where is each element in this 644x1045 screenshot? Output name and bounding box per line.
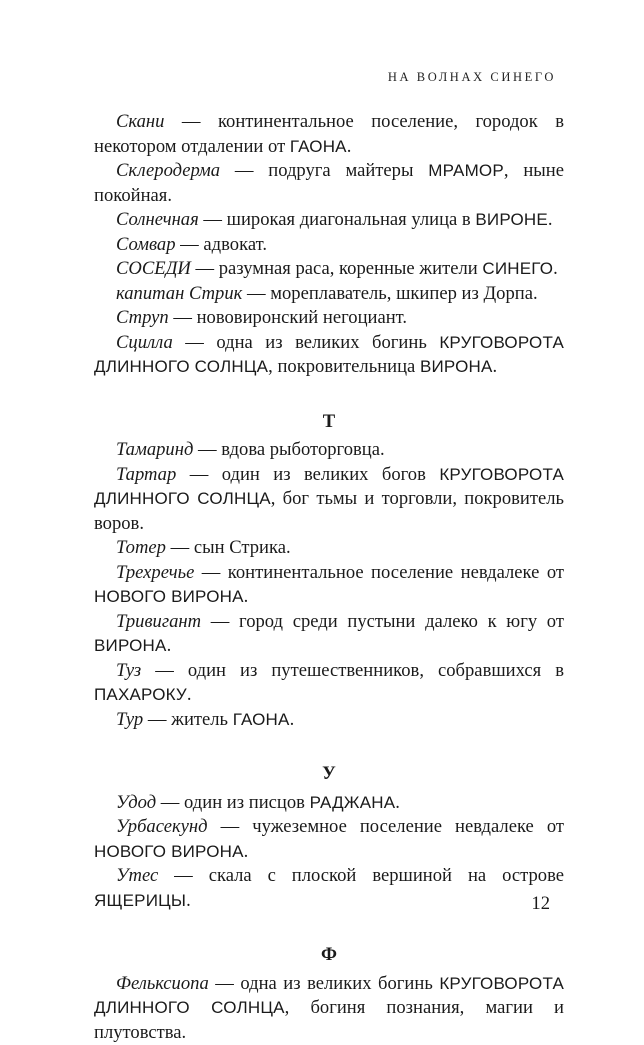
glossary-entry <box>94 561 564 610</box>
entry-term: Тур <box>116 709 143 730</box>
entry-term: Туз <box>116 660 141 681</box>
cross-reference: ВИРОНА <box>420 357 493 376</box>
entry-definition: — чужеземное поселение невдалеке от <box>208 816 564 837</box>
entry-definition: — одна из великих богинь <box>209 973 440 994</box>
cross-reference: ЯЩЕРИЦЫ <box>94 891 186 910</box>
entry-term: Фельксиопа <box>116 973 209 994</box>
entry-definition: . <box>395 792 400 813</box>
entry-definition: — житель <box>143 709 232 730</box>
entry-term: Тамаринд <box>116 439 193 460</box>
entry-definition: — континентальное поселение невдалеке от <box>194 562 564 583</box>
entry-definition: — один из путешественников, собравшихся в <box>141 660 564 681</box>
entry-term: Утес <box>116 865 158 886</box>
cross-reference: СИНЕГО <box>482 259 553 278</box>
entry-term: Струп <box>116 307 169 328</box>
entry-term: Сомвар <box>116 234 176 255</box>
section-letter: У <box>94 762 564 787</box>
glossary-entry <box>94 306 564 331</box>
entry-term: Удод <box>116 792 156 813</box>
entry-definition: — адвокат. <box>176 234 267 255</box>
entry-definition: , ныне покойная. <box>94 160 564 206</box>
glossary-entry <box>94 208 564 233</box>
entry-definition: — город среди пустыни далеко к югу от <box>201 611 564 632</box>
entry-term: Тотер <box>116 537 166 558</box>
entry-definition: — мореплаватель, шкипер из Дорпа. <box>242 283 537 304</box>
glossary-entry <box>94 536 564 561</box>
section-letter: Ф <box>94 943 564 968</box>
entry-definition: . <box>244 586 249 607</box>
entry-definition: — один из великих богов <box>176 464 439 485</box>
glossary-entry <box>94 463 564 537</box>
cross-reference: КРУГОВОРОТА ДЛИННОГО СОЛНЦА <box>94 333 564 377</box>
entry-definition: — континентальное поселение, городок в некотором отдалении от <box>94 111 564 157</box>
entry-definition: — вдова рыботорговца. <box>193 439 384 460</box>
entry-definition: . <box>347 136 352 157</box>
entry-term: Тривигант <box>116 611 201 632</box>
glossary-entry <box>94 708 564 733</box>
cross-reference: ПАХАРОКУ <box>94 685 187 704</box>
cross-reference: ВИРОНЕ <box>475 210 548 229</box>
page-number: 12 <box>531 893 550 915</box>
glossary-entry <box>94 791 564 816</box>
entry-definition: . <box>186 890 191 911</box>
entry-term: Урбасекунд <box>116 816 208 837</box>
entry-definition: . <box>548 209 553 230</box>
glossary-entry <box>94 972 564 1045</box>
glossary-entry <box>94 610 564 659</box>
glossary-entry <box>94 282 564 307</box>
cross-reference: МРАМОР <box>428 161 504 180</box>
entry-definition: — разумная раса, коренные жители <box>191 258 482 279</box>
cross-reference: КРУГОВОРОТА ДЛИННОГО СОЛНЦА <box>94 465 564 509</box>
cross-reference: НОВОГО ВИРОНА <box>94 587 244 606</box>
cross-reference: ВИРОНА <box>94 636 167 655</box>
cross-reference: РАДЖАНА <box>310 793 396 812</box>
entry-definition: . <box>290 709 295 730</box>
cross-reference: НОВОГО ВИРОНА <box>94 842 244 861</box>
glossary-entry <box>94 331 564 380</box>
entry-term: Солнечная <box>116 209 199 230</box>
cross-reference: ГАОНА <box>290 137 347 156</box>
entry-term: Скани <box>116 111 164 132</box>
entry-definition: — одна из великих богинь <box>173 332 440 353</box>
entry-definition: , богиня познания, магии и плутовства. <box>94 997 564 1043</box>
cross-reference: ГАОНА <box>233 710 290 729</box>
entry-definition: . <box>244 841 249 862</box>
entry-definition: — подруга майтеры <box>220 160 428 181</box>
entry-definition: . <box>167 635 172 656</box>
glossary-entry <box>94 159 564 208</box>
glossary-entry <box>94 257 564 282</box>
entry-definition: — широкая диагональная улица в <box>199 209 476 230</box>
entry-term: Тартар <box>116 464 176 485</box>
glossary-entry <box>94 659 564 708</box>
glossary-entry <box>94 815 564 864</box>
cross-reference: КРУГОВОРОТА ДЛИННОГО СОЛНЦА <box>94 974 564 1018</box>
entry-definition: — один из писцов <box>156 792 309 813</box>
glossary-entry <box>94 864 564 913</box>
entry-term: СОСЕДИ <box>116 258 191 279</box>
entry-definition: . <box>187 684 192 705</box>
glossary-entry <box>94 233 564 258</box>
running-head: НА ВОЛНАХ СИНЕГО <box>388 70 556 85</box>
entry-term: Склеродерма <box>116 160 220 181</box>
glossary-body <box>94 110 564 1045</box>
entry-definition: — скала с плоской вершиной на острове <box>158 865 564 886</box>
entry-definition: . <box>553 258 558 279</box>
entry-definition: , бог тьмы и торговли, покровитель воров. <box>94 488 564 534</box>
entry-definition: . <box>493 356 498 377</box>
entry-definition: — сын Стрика. <box>166 537 291 558</box>
entry-definition: — нововиронский негоциант. <box>169 307 407 328</box>
entry-term: Трехречье <box>116 562 194 583</box>
section-letter: Т <box>94 410 564 435</box>
entry-term: капитан Стрик <box>116 283 242 304</box>
entry-definition: , покровительница <box>268 356 420 377</box>
glossary-entry <box>94 438 564 463</box>
glossary-entry <box>94 110 564 159</box>
entry-term: Сцилла <box>116 332 173 353</box>
